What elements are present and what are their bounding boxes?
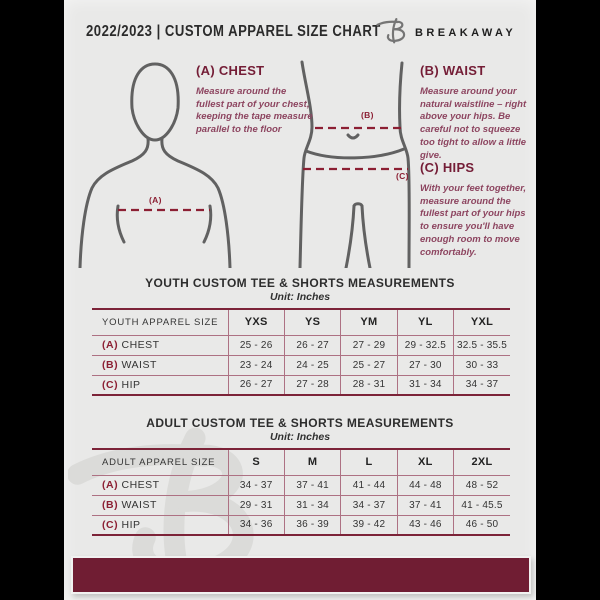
waist-guide-body: Measure around your natural waistline – right above your hips. Be careful not to squeeze too tight to allow a little give. [420,86,527,161]
youth-hip-ys: 27 - 28 [284,375,340,395]
row-key: (A) [102,479,119,491]
youth-waist-ym: 25 - 27 [341,355,397,375]
youth-hip-yl: 31 - 34 [397,375,453,395]
row-label: WAIST [121,359,157,371]
size-col-yl: YL [397,309,453,335]
size-col-ys: YS [284,309,340,335]
adult-chest-m: 37 - 41 [284,475,340,495]
youth-chest-ys: 26 - 27 [284,335,340,355]
footer-accent-bar [71,556,531,594]
youth-hip-row [92,375,510,395]
adult-waist-row [92,495,510,515]
adult-size-table [92,448,510,536]
brand-lockup [376,16,516,44]
size-col-yxs: YXS [228,309,284,335]
youth-waist-yl: 27 - 30 [397,355,453,375]
adult-waist-s: 29 - 31 [228,495,284,515]
youth-hip-yxl: 34 - 37 [454,375,510,395]
waist-guide-heading: (B) WAIST [420,63,486,78]
adult-waist-2xl: 41 - 45.5 [454,495,510,515]
adult-chest-xl: 44 - 48 [397,475,453,495]
youth-table-header-row [92,309,510,335]
page-title: 2022/2023 | CUSTOM APPAREL SIZE CHART [86,23,381,40]
row-key: (A) [102,339,119,351]
youth-chest-yxs: 25 - 26 [228,335,284,355]
adult-hip-l: 39 - 42 [341,515,397,535]
size-col-xl: XL [397,449,453,475]
row-key: (C) [102,378,119,391]
youth-waist-row [92,355,510,375]
youth-chest-ym: 27 - 29 [341,335,397,355]
youth-waist-yxs: 23 - 24 [228,355,284,375]
row-key: (B) [102,499,119,511]
adult-unit-label: Unit: Inches [269,431,331,443]
waist-guide [420,63,532,162]
adult-table-header-row [92,449,510,475]
row-label: HIP [121,518,141,531]
breakaway-logo-icon [376,16,408,44]
youth-waist-ys: 24 - 25 [284,355,340,375]
youth-size-table [92,308,510,396]
adult-chest-row [92,475,510,495]
hip-marker: (C) [396,171,409,181]
adult-waist-l: 34 - 37 [341,495,397,515]
chest-marker: (A) [149,195,162,205]
size-col-s: S [228,449,284,475]
size-col-ym: YM [341,309,397,335]
row-label: CHEST [121,339,160,351]
adult-waist-xl: 37 - 41 [397,495,453,515]
youth-chest-yl: 29 - 32.5 [397,335,453,355]
chest-guide-heading: (A) CHEST [196,63,265,78]
row-label: HIP [121,378,141,391]
waist-marker: (B) [361,110,374,120]
size-col-2xl: 2XL [454,449,510,475]
youth-waist-yxl: 30 - 33 [454,355,510,375]
row-label: CHEST [121,479,160,491]
size-col-m: M [284,449,340,475]
youth-hip-yxs: 26 - 27 [228,375,284,395]
adult-chest-l: 41 - 44 [341,475,397,495]
adult-hip-2xl: 46 - 50 [454,515,510,535]
adult-hip-xl: 43 - 46 [397,515,453,535]
youth-section-title: YOUTH CUSTOM TEE & SHORTS MEASUREMENTS [145,276,455,290]
row-label: WAIST [121,499,157,511]
chest-guide [196,63,316,137]
adult-hip-m: 36 - 39 [284,515,340,535]
brand-name: BREAKAWAY [415,27,517,39]
size-col-yxl: YXL [454,309,510,335]
hips-guide-heading: (C) HIPS [420,160,475,175]
youth-chest-yxl: 32.5 - 35.5 [454,335,510,355]
size-col-l: L [341,449,397,475]
row-key: (C) [102,518,119,531]
youth-unit-label: Unit: Inches [269,291,331,303]
size-chart-page [64,0,536,600]
hips-guide-body: With your feet together, measure around the fullest part of your hips to ensure you'll have enough room to move comfortably. [420,183,527,258]
adult-section-title: ADULT CUSTOM TEE & SHORTS MEASUREMENTS [146,416,454,430]
youth-chest-row [92,335,510,355]
adult-chest-2xl: 48 - 52 [454,475,510,495]
adult-chest-s: 34 - 37 [228,475,284,495]
hips-guide [420,160,534,259]
adult-size-header: ADULT APPAREL SIZE [92,449,228,475]
adult-hip-row [92,515,510,535]
chest-guide-body: Measure around the fullest part of your chest, keeping the tape measure parallel to the floor [196,86,313,136]
youth-size-header: YOUTH APPAREL SIZE [92,309,228,335]
adult-waist-m: 31 - 34 [284,495,340,515]
row-key: (B) [102,359,119,371]
adult-hip-s: 34 - 36 [228,515,284,535]
youth-hip-ym: 28 - 31 [341,375,397,395]
